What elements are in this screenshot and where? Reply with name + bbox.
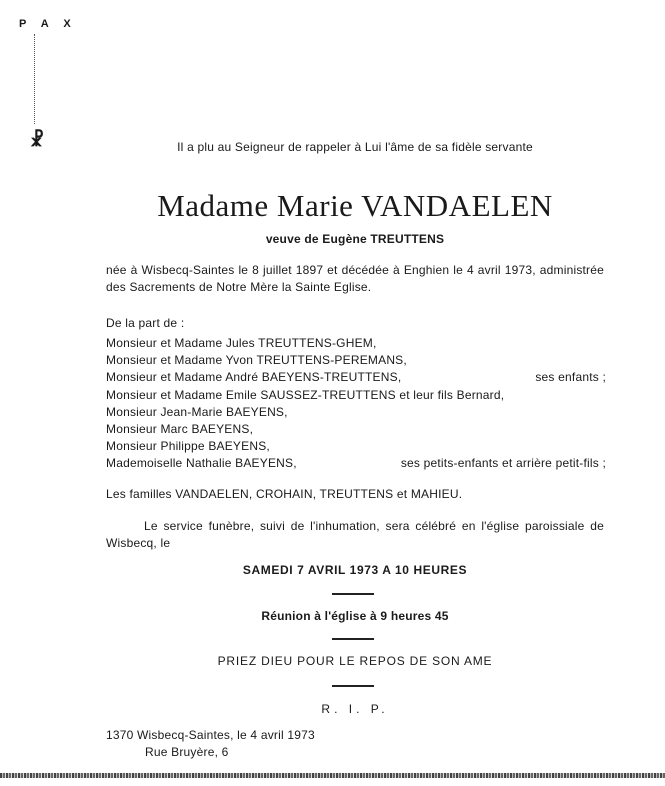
deceased-name: Madame Marie VANDAELEN	[157, 188, 553, 223]
family-row	[106, 387, 606, 404]
family-row	[106, 352, 606, 369]
family-row	[106, 369, 606, 386]
chi-rho-icon: ☧	[30, 130, 45, 150]
rip-line: R. I. P.	[321, 702, 389, 716]
birth-death-paragraph: née à Wisbecq-Saintes le 8 juillet 1897 et décédée à Enghien le 4 avril 1973, administrée des Sacrements de Notre Mère la Sainte Eglise.	[106, 263, 604, 294]
family-member: Monsieur et Madame André BAEYENS-TREUTTENS,	[106, 370, 402, 385]
family-member: Monsieur et Madame Yvon TREUTTENS-PEREMANS,	[106, 353, 407, 368]
margin-dotted-line	[34, 34, 45, 124]
family-row	[106, 421, 606, 438]
divider	[332, 685, 374, 687]
family-member: Mademoiselle Nathalie BAEYENS,	[106, 456, 297, 471]
from-label: De la part de :	[106, 316, 185, 330]
address-line-2: Rue Bruyère, 6	[145, 745, 229, 759]
divider	[332, 593, 374, 595]
pax-header: P A X	[19, 18, 77, 30]
family-row	[106, 335, 606, 352]
family-member: Monsieur Marc BAEYENS,	[106, 421, 254, 436]
family-member: Monsieur et Madame Emile SAUSSEZ-TREUTTENS et leur fils Bernard,	[106, 387, 505, 402]
family-list	[106, 335, 606, 473]
family-row	[106, 455, 606, 472]
families-line: Les familles VANDAELEN, CROHAIN, TREUTTENS et MAHIEU.	[106, 487, 463, 501]
family-member: Monsieur Philippe BAEYENS,	[106, 439, 270, 454]
scan-edge	[0, 773, 665, 778]
family-note: ses enfants ;	[535, 370, 606, 385]
divider	[332, 638, 374, 640]
family-member: Monsieur Jean-Marie BAEYENS,	[106, 404, 288, 419]
intro-line: Il a plu au Seigneur de rappeler à Lui l'âme de sa fidèle servante	[177, 140, 533, 154]
address-line-1: 1370 Wisbecq-Saintes, le 4 avril 1973	[106, 728, 315, 742]
service-paragraph: Le service funèbre, suivi de l'inhumation, sera célébré en l'église paroissiale de Wisbecq, le	[106, 519, 604, 550]
prayer-line: PRIEZ DIEU POUR LE REPOS DE SON AME	[217, 654, 493, 668]
family-row	[106, 438, 606, 455]
widow-line: veuve de Eugène TREUTTENS	[265, 232, 445, 246]
family-row	[106, 404, 606, 421]
family-member: Monsieur et Madame Jules TREUTTENS-GHEM,	[106, 336, 377, 350]
meeting-line: Réunion à l'église à 9 heures 45	[261, 609, 449, 623]
family-note: ses petits-enfants et arrière petit-fils ;	[400, 456, 606, 471]
service-date: SAMEDI 7 AVRIL 1973 A 10 HEURES	[242, 563, 468, 577]
